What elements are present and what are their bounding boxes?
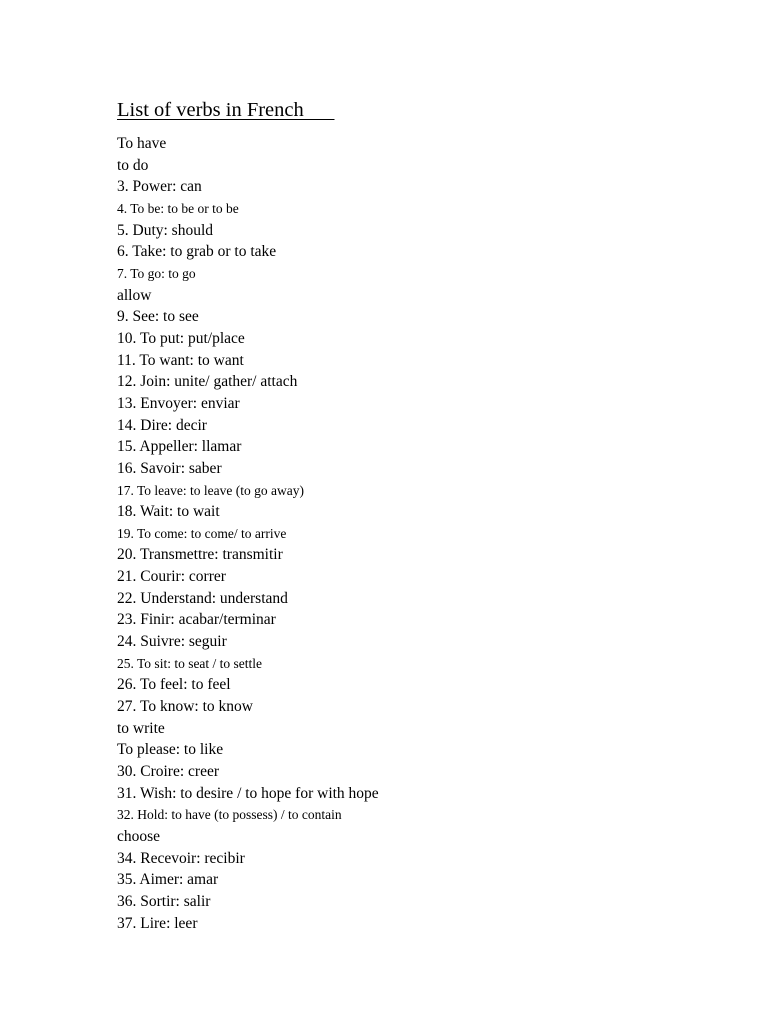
list-item: 15. Appeller: llamar (117, 438, 242, 456)
list-item: 3. Power: can (117, 178, 202, 196)
list-item: 16. Savoir: saber (117, 459, 222, 477)
list-item: 6. Take: to grab or to take (117, 243, 277, 261)
list-item: 21. Courir: correr (117, 568, 226, 586)
list-item: 18. Wait: to wait (117, 503, 220, 521)
list-item: 30. Croire: creer (117, 763, 219, 781)
list-item: 20. Transmettre: transmitir (117, 546, 283, 564)
list-item: 24. Suivre: seguir (117, 633, 227, 651)
list-item: 36. Sortir: salir (117, 892, 211, 910)
list-item: 22. Understand: understand (117, 589, 288, 607)
list-item: 14. Dire: decir (117, 416, 207, 434)
list-item: 35. Aimer: amar (117, 871, 219, 889)
list-item: 7. To go: to go (117, 265, 196, 281)
list-item: 34. Recevoir: recibir (117, 849, 245, 867)
list-item: to write (117, 719, 165, 737)
list-item: 12. Join: unite/ gather/ attach (117, 373, 298, 391)
list-item: 17. To leave: to leave (to go away) (117, 482, 304, 498)
verb-list (117, 133, 379, 934)
list-item: 23. Finir: acabar/terminar (117, 611, 276, 629)
list-item: 37. Lire: leer (117, 914, 198, 932)
list-item: 26. To feel: to feel (117, 676, 231, 694)
list-item: 19. To come: to come/ to arrive (117, 525, 287, 541)
list-item: 11. To want: to want (117, 351, 244, 369)
list-item: to do (117, 156, 149, 174)
list-item: 5. Duty: should (117, 221, 214, 239)
list-item: 9. See: to see (117, 308, 199, 326)
list-item: 4. To be: to be or to be (117, 200, 239, 216)
list-item: 32. Hold: to have (to possess) / to contain (117, 807, 342, 823)
list-item: 27. To know: to know (117, 698, 253, 716)
list-item: 25. To sit: to seat / to settle (117, 655, 263, 671)
list-item: 10. To put: put/place (117, 329, 245, 347)
list-item: 31. Wish: to desire / to hope for with hope (117, 784, 379, 802)
list-item: 13. Envoyer: enviar (117, 394, 240, 412)
list-item: To have (117, 135, 167, 152)
list-item: allow (117, 286, 152, 304)
page-title: List of verbs in French (117, 99, 335, 121)
list-item: choose (117, 828, 161, 845)
list-item: To please: to like (117, 741, 224, 759)
